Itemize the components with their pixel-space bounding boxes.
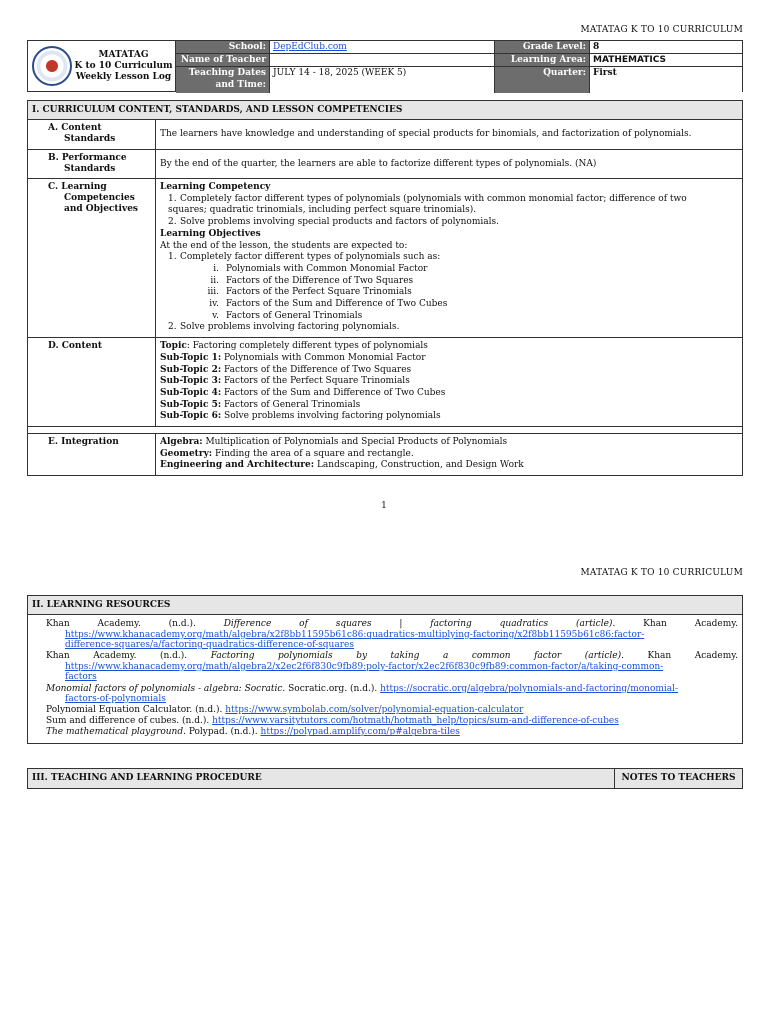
row-label: B. Performance Standards: [28, 150, 156, 178]
content-item: Sub-Topic 6: Solve problems involving factoring polynomials: [160, 411, 441, 422]
integration-item: Geometry: Finding the area of a square and rectangle.: [160, 448, 414, 459]
performance-standards-row: [28, 150, 742, 179]
deped-seal-icon: [32, 46, 72, 86]
reference-link[interactable]: factors: [65, 672, 97, 683]
content-item: Topic: Factoring completely different types of polynomials: [160, 341, 428, 352]
content-item: Sub-Topic 2: Factors of the Difference of Two Squares: [160, 364, 412, 375]
logo-text: [72, 50, 175, 83]
reference-link[interactable]: https://www.khanacademy.org/math/algebra/x2f8bb11595b61c86:quadratics-multiplying-factoring/x2f8bb11595b61c86:factor-: [65, 629, 645, 640]
objective-sub-item: ii. Factors of the Difference of Two Squares: [210, 275, 414, 286]
objective-sub-item: iii. Factors of the Perfect Square Trinomials: [207, 287, 412, 298]
logo-block: [28, 41, 176, 91]
grade-label: Grade Level:: [495, 41, 590, 54]
objective-sub-item: iv. Factors of the Sum and Difference of Two Cubes: [209, 299, 448, 310]
logo-line-2: K to 10 Curriculum: [74, 60, 173, 71]
competencies-row: [28, 179, 742, 338]
integration-item: Algebra: Multiplication of Polynomials and Special Products of Polynomials: [160, 437, 508, 448]
competencies-body: [156, 179, 742, 337]
performance-standards-text: By the end of the quarter, the learners are able to factorize different types of polynomials. (NA): [160, 159, 597, 169]
header-grid: [176, 41, 742, 91]
procedure-section-header: [27, 768, 743, 789]
integration-body: [156, 434, 742, 475]
content-body: [156, 338, 742, 426]
content-item: Sub-Topic 3: Factors of the Perfect Square Trinomials: [160, 376, 410, 387]
objective-sub-item: i. Polynomials with Common Monomial Factor: [213, 263, 428, 274]
curriculum-section: [27, 100, 743, 476]
row-label: A. Content Standards: [28, 120, 156, 149]
reference-link[interactable]: difference-squares/a/factoring-quadratics-difference-of-squares: [65, 640, 354, 651]
reference-item: Monomial factors of polynomials - algebra: Socratic. Socratic.org. (n.d.). https://socratic.org/algebra/polynomials-and-factoring/monomial- factors-of-polynomials: [46, 684, 738, 705]
reference-item: The mathematical playground. Polypad. (n.d.). https://polypad.amplify.com/p#algebra-tiles: [46, 727, 460, 738]
integration-item: Engineering and Architecture: Landscaping, Construction, and Design Work: [160, 460, 524, 471]
competency-item: 2. Solve problems involving special products and factors of polynomials.: [168, 217, 499, 228]
reference-link[interactable]: factors-of-polynomials: [65, 694, 166, 705]
competency-item-cont: squares; quadratic trinomials, including perfect square trinomials).: [168, 205, 477, 216]
grade-value: 8: [590, 41, 742, 54]
teacher-label: Name of Teacher: [176, 54, 270, 67]
section-title: II. LEARNING RESOURCES: [28, 596, 742, 615]
quarter-value: First: [590, 67, 742, 93]
objectives-intro: At the end of the lesson, the students are expected to:: [160, 240, 408, 251]
notes-to-teachers-title: NOTES TO TEACHERS: [621, 773, 736, 783]
dates-label: Teaching Dates and Time:: [176, 67, 270, 93]
row-label: C. Learning Competencies and Objectives: [28, 179, 156, 337]
content-row: [28, 338, 742, 427]
objective-sub-item: v. Factors of General Trinomials: [212, 310, 363, 321]
dates-value: JULY 14 - 18, 2025 (WEEK 5): [270, 67, 495, 93]
teacher-value: [270, 54, 495, 67]
running-header: MATATAG K TO 10 CURRICULUM: [580, 568, 743, 578]
competency-heading: Learning Competency: [160, 182, 271, 192]
integration-row: [28, 433, 742, 475]
reference-link[interactable]: https://www.varsitytutors.com/hotmath/hotmath_help/topics/sum-and-difference-of-cubes: [212, 716, 619, 727]
procedure-title: III. TEACHING AND LEARNING PROCEDURE: [28, 769, 615, 788]
objective-item: 1. Completely factor different types of polynomials such as:: [168, 252, 441, 263]
reference-item: Polynomial Equation Calculator. (n.d.). https://www.symbolab.com/solver/polynomial-equation-calculator: [46, 705, 524, 716]
logo-line-1: MATATAG: [98, 49, 149, 60]
row-label: D. Content: [28, 338, 156, 426]
row-label: E. Integration: [28, 434, 156, 475]
competency-item: 1. Completely factor different types of polynomials (polynomials with common monomial factor; difference of two: [168, 193, 687, 204]
content-standards-text: The learners have knowledge and understanding of special products for binomials, and factorization of polynomials.: [160, 129, 692, 139]
area-value: MATHEMATICS: [590, 54, 742, 67]
reference-link[interactable]: https://www.khanacademy.org/math/algebra2/x2ec2f6f830c9fb89:poly-factor/x2ec2f6f830c9fb89:common-factor/a/taking-common-: [65, 661, 664, 672]
reference-link[interactable]: https://polypad.amplify.com/p#algebra-tiles: [260, 727, 460, 738]
objective-item: 2. Solve problems involving factoring polynomials.: [168, 322, 400, 333]
lesson-log-header: [27, 40, 743, 92]
school-label: School:: [176, 41, 270, 54]
reference-item: Sum and difference of cubes. (n.d.). https://www.varsitytutors.com/hotmath/hotmath_help/topics/sum-and-difference-of-cubes: [46, 716, 619, 727]
school-link[interactable]: DepEdClub.com: [270, 41, 495, 54]
reference-item: Khan Academy. (n.d.). Difference of squares | factoring quadratics (article). Khan Academy. https://www.khanacademy.org/math/algebra/x2f8bb11595b61c86:quadratics-multiplying-factoring/x2f8bb11595b61c86:factor- difference-squares/a/factoring-quadratics-difference-of-squares: [46, 619, 738, 651]
reference-link[interactable]: https://socratic.org/algebra/polynomials-and-factoring/monomial-: [380, 683, 679, 694]
page-number: 1: [381, 501, 387, 511]
content-item: Sub-Topic 5: Factors of General Trinomials: [160, 399, 361, 410]
resources-list: [28, 615, 742, 743]
content-item: Sub-Topic 1: Polynomials with Common Monomial Factor: [160, 352, 426, 363]
content-standards-row: [28, 120, 742, 150]
reference-item: Khan Academy. (n.d.). Factoring polynomials by taking a common factor (article). Khan Academy. https://www.khanacademy.org/math/algebra2/x2ec2f6f830c9fb89:poly-factor/x2ec2f6f830c9fb89:common-factor/a/taking-common- factors: [46, 651, 738, 683]
quarter-label: Quarter:: [495, 67, 590, 93]
content-item: Sub-Topic 4: Factors of the Sum and Difference of Two Cubes: [160, 387, 446, 398]
reference-link[interactable]: https://www.symbolab.com/solver/polynomial-equation-calculator: [225, 705, 524, 716]
resources-section: [27, 595, 743, 744]
running-header: MATATAG K TO 10 CURRICULUM: [580, 25, 743, 35]
area-label: Learning Area:: [495, 54, 590, 67]
objectives-heading: Learning Objectives: [160, 228, 261, 239]
section-title: I. CURRICULUM CONTENT, STANDARDS, AND LESSON COMPETENCIES: [28, 101, 742, 120]
logo-line-3: Weekly Lesson Log: [75, 71, 172, 82]
